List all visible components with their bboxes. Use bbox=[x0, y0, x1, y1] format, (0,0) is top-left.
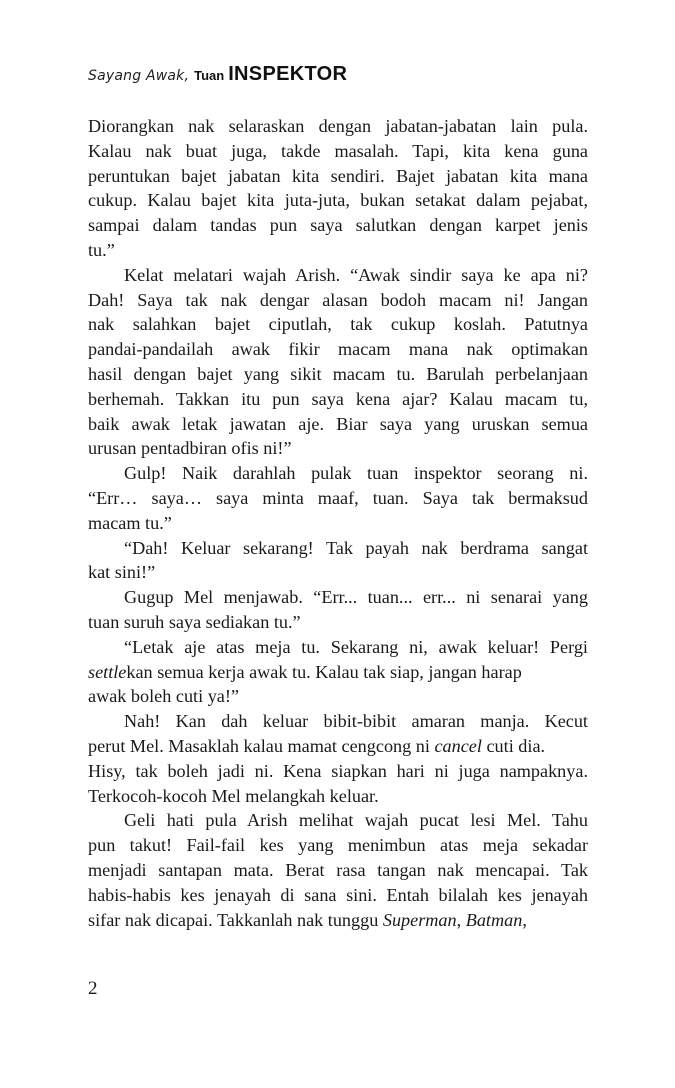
text-line bbox=[88, 908, 588, 933]
text-line: Kalau nak buat juga, takde masalah. Tapi, kita kena guna bbox=[88, 140, 588, 161]
header-tuan-text: Tuan bbox=[194, 68, 225, 83]
text-line: berhemah. Takkan itu pun saya kena ajar? Kalau macam tu, bbox=[88, 388, 588, 409]
text-line: cukup. Kalau bajet kita juta-juta, bukan setakat dalam pejabat, bbox=[88, 190, 588, 211]
text-line: baik awak letak jawatan aje. Biar saya yang uruskan semua bbox=[88, 413, 588, 434]
text-line: Dah! Saya tak nak dengar alasan bodoh macam ni! Jangan bbox=[88, 289, 588, 310]
running-header bbox=[88, 62, 347, 86]
text-line: peruntukan bajet jabatan kita sendiri. Bajet jabatan kita mana bbox=[88, 165, 588, 186]
text-line: Nah! Kan dah keluar bibit-bibit amaran manja. Kecut bbox=[124, 711, 588, 732]
text-line: kat sini!” bbox=[88, 562, 156, 583]
text-line: Gulp! Naik darahlah pulak tuan inspektor seorang ni. bbox=[124, 463, 588, 484]
page-number: 2 bbox=[88, 978, 98, 999]
text-line: Kelat melatari wajah Arish. “Awak sindir saya ke apa ni? bbox=[124, 264, 588, 285]
text-line: Gugup Mel menjawab. “Err... tuan... err... ni senarai yang bbox=[124, 587, 588, 608]
text-line: Geli hati pula Arish melihat wajah pucat lesi Mel. Tahu bbox=[124, 810, 588, 831]
text-line: “Err… saya… saya minta maaf, tuan. Saya tak bermaksud bbox=[88, 487, 588, 508]
italic-word-settle: settle bbox=[88, 661, 127, 682]
text-line: sampai dalam tandas pun saya salutkan dengan karpet jenis bbox=[88, 215, 588, 236]
text-line-part: sifar nak dicapai. Takkanlah nak tunggu bbox=[88, 909, 379, 930]
text-line: Hisy, tak boleh jadi ni. Kena siapkan hari ni juga nampaknya. bbox=[88, 760, 588, 781]
header-script-text: Sayang Awak, bbox=[88, 68, 190, 84]
text-line: tuan suruh saya sediakan tu.” bbox=[88, 611, 301, 632]
page-body bbox=[88, 114, 588, 932]
comma: , bbox=[456, 909, 462, 930]
text-line: hasil dengan bajet yang sikit macam tu. Barulah perbelanjaan bbox=[88, 363, 588, 384]
text-line: macam tu.” bbox=[88, 512, 172, 533]
text-line: menjadi santapan mata. Berat rasa tangan nak mencapai. Tak bbox=[88, 859, 588, 880]
text-line-rest: kan semua kerja awak tu. Kalau tak siap, jangan harap bbox=[126, 661, 522, 682]
text-line: pandai-pandailah awak fikir macam mana nak optimakan bbox=[88, 339, 588, 360]
text-line bbox=[88, 660, 588, 685]
text-line: Terkocoh-kocoh Mel melangkah keluar. bbox=[88, 785, 379, 806]
comma: , bbox=[522, 909, 527, 930]
header-book-title: INSPEKTOR bbox=[228, 63, 348, 85]
text-line: “Dah! Keluar sekarang! Tak payah nak berdrama sangat bbox=[124, 537, 588, 558]
italic-word-superman: Superman bbox=[382, 909, 457, 930]
text-line-part: perut Mel. Masaklah kalau mamat cengcong ni bbox=[88, 735, 430, 756]
italic-word-batman: Batman bbox=[465, 909, 523, 930]
text-line bbox=[88, 734, 588, 759]
text-line: Diorangkan nak selaraskan dengan jabatan-jabatan lain pula. bbox=[88, 116, 588, 136]
text-line: habis-habis kes jenayah di sana sini. Entah bilalah kes jenayah bbox=[88, 884, 588, 905]
italic-word-cancel: cancel bbox=[434, 735, 482, 756]
text-line: “Letak aje atas meja tu. Sekarang ni, awak keluar! Pergi bbox=[124, 636, 588, 657]
text-line: urusan pentadbiran ofis ni!” bbox=[88, 438, 292, 459]
text-line: pun takut! Fail-fail kes yang menimbun atas meja sekadar bbox=[88, 835, 588, 856]
text-line: awak boleh cuti ya!” bbox=[88, 686, 239, 707]
text-line-part: cuti dia. bbox=[486, 735, 546, 756]
text-line: tu.” bbox=[88, 239, 115, 260]
text-line: nak salahkan bajet ciputlah, tak cukup koslah. Patutnya bbox=[88, 314, 588, 335]
